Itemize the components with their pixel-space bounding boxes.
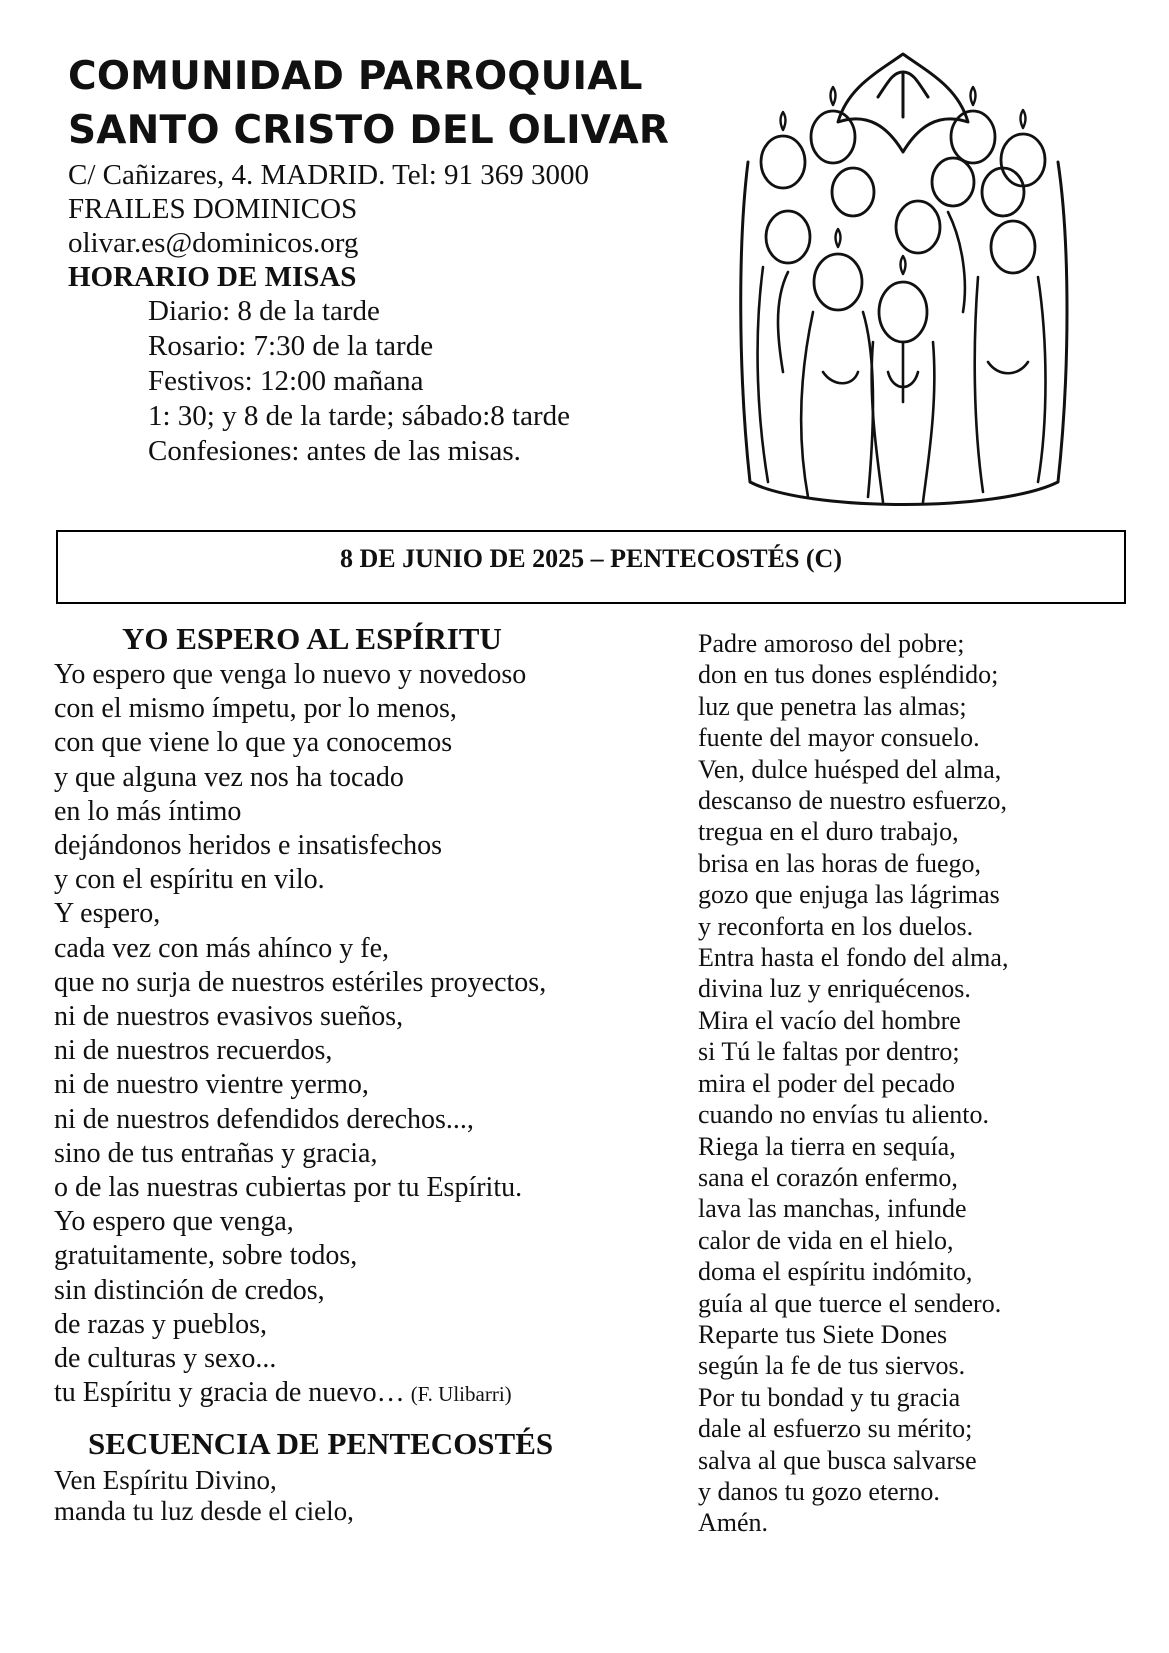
poem-line: gozo que enjuga las lágrimas [698,880,1000,910]
poem-line: don en tus dones espléndido; [698,660,999,690]
poem-line: lava las manchas, infunde [698,1194,967,1224]
date-banner [56,530,1126,604]
poem-line: o de las nuestras cubiertas por tu Espíritu. [54,1172,523,1204]
parish-email: olivar.es@dominicos.org [68,227,359,259]
poem-line: si Tú le faltas por dentro; [698,1037,960,1067]
parish-title-line1: COMUNIDAD PARROQUIAL [68,54,643,99]
poem-line: Y espero, [54,898,161,930]
pentecost-illustration [728,42,1078,512]
date-banner-text: 8 DE JUNIO DE 2025 – PENTECOSTÉS (C) [339,544,842,573]
poem-line: luz que penetra las almas; [698,691,967,721]
poem-line: Riega la tierra en sequía, [698,1131,956,1161]
left-column [54,620,654,1527]
poem-line: Yo espero que venga, [54,1206,294,1238]
poem-line: Ven Espíritu Divino, [54,1465,277,1496]
schedule-item: Diario: 8 de la tarde [148,295,380,327]
poem-line: sino de tus entrañas y gracia, [54,1137,378,1169]
mass-schedule-title: HORARIO DE MISAS [68,261,357,293]
poem-line: Reparte tus Siete Dones [698,1319,948,1349]
poem-line: y danos tu gozo eterno. [698,1476,940,1506]
poem-line: de razas y pueblos, [54,1308,268,1340]
poem2-lines-right [698,628,1138,1539]
poem-line: que no surja de nuestros estériles proyectos, [54,966,547,998]
right-column [698,628,1138,1539]
poem-line: Amén. [698,1508,769,1538]
poem-line: cuando no envías tu aliento. [698,1100,989,1130]
poem-line: cada vez con más ahínco y fe, [54,932,390,964]
poem-line: según la fe de tus siervos. [698,1351,966,1381]
poem-line: doma el espíritu indómito, [698,1257,973,1287]
poem2-lines-left [54,1465,654,1527]
poem-line: divina luz y enriquécenos. [698,974,971,1004]
poem-line: dejándonos heridos e insatisfechos [54,830,443,862]
poem-line: en lo más íntimo [54,795,242,827]
poem-line: Padre amoroso del pobre; [698,629,965,658]
parish-header [68,50,708,469]
poem-line: descanso de nuestro esfuerzo, [698,786,1007,816]
poem-line: ni de nuestros recuerdos, [54,1035,333,1067]
poem-line: manda tu luz desde el cielo, [54,1496,354,1527]
schedule-item: 1: 30; y 8 de la tarde; sábado:8 tarde [148,400,570,432]
poem-line: sana el corazón enfermo, [698,1162,958,1192]
poem-line: gratuitamente, sobre todos, [54,1240,358,1272]
poem-line: Por tu bondad y tu gracia [698,1382,961,1412]
poem-last-line [54,1376,654,1411]
poem-line: y reconforta en los duelos. [698,911,974,941]
apostle-faces [761,111,1045,342]
schedule-item: Confesiones: antes de las misas. [148,435,521,467]
schedule-item: Rosario: 7:30 de la tarde [148,330,434,362]
poem1-title: YO ESPERO AL ESPÍRITU [122,621,502,656]
poem-line: Ven, dulce huésped del alma, [698,754,1002,784]
poem-line: con el mismo ímpetu, por lo menos, [54,693,457,725]
poem-line: Yo espero que venga lo nuevo y novedoso [54,659,527,690]
poem-line: y que alguna vez nos ha tocado [54,761,404,793]
poem-line: mira el poder del pecado [698,1068,955,1098]
poem-line: ni de nuestro vientre yermo, [54,1069,369,1101]
poem-line: dale al esfuerzo su mérito; [698,1414,973,1444]
poem-line: de culturas y sexo... [54,1343,277,1375]
poem-line: fuente del mayor consuelo. [698,723,980,753]
poem-line: calor de vida en el hielo, [698,1225,954,1255]
poem-line: guía al que tuerce el sendero. [698,1288,1002,1318]
schedule-item: Festivos: 12:00 mañana [148,365,424,397]
poem-line: tu Espíritu y gracia de nuevo… [54,1377,405,1409]
poem2-title: SECUENCIA DE PENTECOSTÉS [88,1426,554,1462]
parish-order: FRAILES DOMINICOS [68,193,358,225]
poem-line: salva al que busca salvarse [698,1445,977,1475]
poem-line: ni de nuestros evasivos sueños, [54,1001,404,1033]
poem-line: brisa en las horas de fuego, [698,848,982,878]
poem-line: con que viene lo que ya conocemos [54,727,453,759]
poem-author: (F. Ulibarri) [410,1382,512,1407]
parish-address: C/ Cañizares, 4. MADRID. Tel: 91 369 3000 [68,159,589,191]
poem-line: tregua en el duro trabajo, [698,817,959,847]
poem-line: sin distinción de credos, [54,1274,325,1306]
poem-line: y con el espíritu en vilo. [54,864,325,896]
poem-line: Mira el vacío del hombre [698,1005,961,1035]
poem-line: ni de nuestros defendidos derechos..., [54,1103,474,1135]
poem-line: Entra hasta el fondo del alma, [698,943,1009,973]
mass-schedule-list [68,294,708,469]
parish-title-line2: SANTO CRISTO DEL OLIVAR [68,108,670,153]
poem1-lines [54,658,654,1411]
